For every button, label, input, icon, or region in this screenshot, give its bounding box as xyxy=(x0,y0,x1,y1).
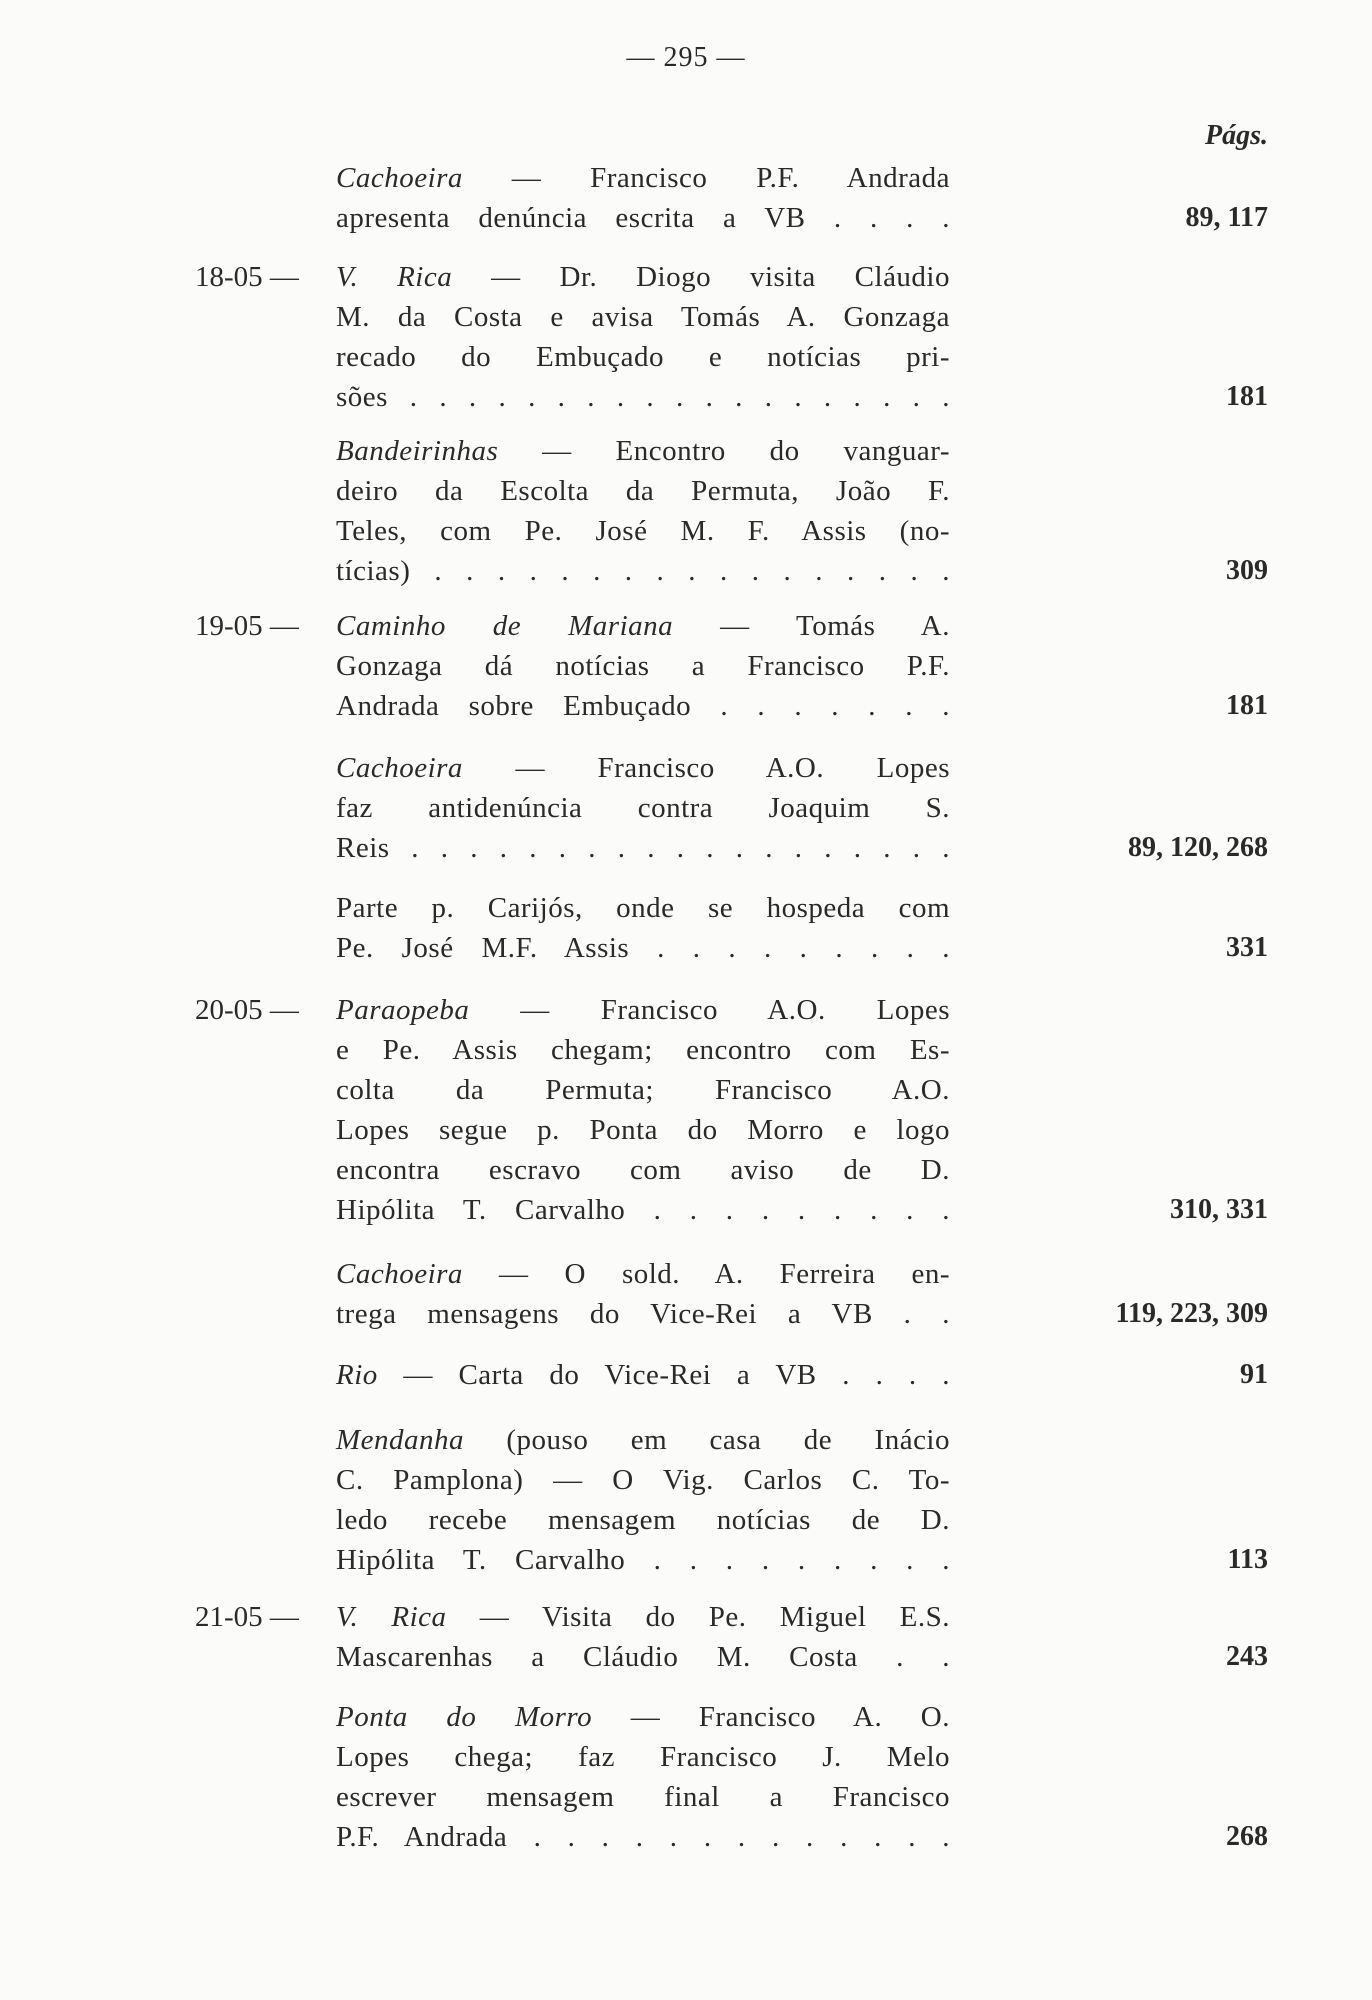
entry-line xyxy=(336,888,950,928)
place-name: Caminho de Mariana xyxy=(336,610,674,642)
entry-text xyxy=(336,1597,950,1677)
entry-line xyxy=(336,431,950,471)
line-text: Mascarenhas a Cláudio M. Costa . . xyxy=(336,1641,950,1673)
entry-date: 20-05 — xyxy=(195,994,299,1026)
entry-line xyxy=(336,1190,950,1230)
line-text: Teles, com Pe. José M. F. Assis (no- xyxy=(336,515,950,547)
entry-line xyxy=(336,198,950,238)
entry-line xyxy=(336,990,950,1030)
entry-line xyxy=(336,646,950,686)
entry-line xyxy=(336,1460,950,1500)
page-references: 181 xyxy=(1226,690,1268,721)
entry-text xyxy=(336,1697,950,1857)
line-text: faz antidenúncia contra Joaquim S. xyxy=(336,792,950,824)
entry-line xyxy=(336,748,950,788)
entry-line xyxy=(336,1110,950,1150)
place-name: Ponta do Morro xyxy=(336,1701,593,1733)
line-text: — Dr. Diogo visita Cláudio xyxy=(452,261,950,293)
page-references: 89, 120, 268 xyxy=(1128,832,1268,863)
line-text: — Francisco A.O. Lopes xyxy=(462,752,950,784)
line-text: escrever mensagem final a Francisco xyxy=(336,1781,950,1813)
page-references: 310, 331 xyxy=(1170,1194,1268,1225)
line-text: Lopes segue p. Ponta do Morro e logo xyxy=(336,1114,950,1146)
line-text: P.F. Andrada . . . . . . . . . . . . . xyxy=(336,1821,950,1853)
entry-text xyxy=(336,158,950,238)
entry-text xyxy=(336,990,950,1230)
entry-line xyxy=(336,686,950,726)
entry-line xyxy=(336,828,950,868)
page-references: 113 xyxy=(1227,1544,1268,1575)
place-name: Bandeirinhas xyxy=(336,435,499,467)
entry-line xyxy=(336,1697,950,1737)
entry-text xyxy=(336,257,950,417)
entry-line xyxy=(336,297,950,337)
line-text: ledo recebe mensagem notícias de D. xyxy=(336,1504,950,1536)
entry-line xyxy=(336,1540,950,1580)
entry-date: 19-05 — xyxy=(195,610,299,642)
line-text: sões . . . . . . . . . . . . . . . . . . . xyxy=(336,381,950,413)
entry-line xyxy=(336,606,950,646)
line-text: C. Pamplona) — O Vig. Carlos C. To- xyxy=(336,1464,950,1496)
entry-line xyxy=(336,1500,950,1540)
line-text: e Pe. Assis chegam; encontro com Es- xyxy=(336,1034,950,1066)
entry-date: 21-05 — xyxy=(195,1601,299,1633)
entry-line xyxy=(336,1070,950,1110)
pages-column-header: Págs. xyxy=(1205,120,1268,151)
place-name: V. Rica xyxy=(336,1601,447,1633)
line-text: Parte p. Carijós, onde se hospeda com xyxy=(336,892,950,924)
line-text: — Tomás A. xyxy=(673,610,950,642)
line-text: deiro da Escolta da Permuta, João F. xyxy=(336,475,950,507)
line-text: apresenta denúncia escrita a VB . . . . xyxy=(336,202,950,234)
page-references: 91 xyxy=(1240,1359,1268,1390)
place-name: Mendanha xyxy=(336,1424,465,1456)
line-text: colta da Permuta; Francisco A.O. xyxy=(336,1074,950,1106)
page-number: — 295 — xyxy=(626,42,746,73)
entry-line xyxy=(336,1637,950,1677)
entry-line xyxy=(336,1355,950,1395)
place-name: Cachoeira xyxy=(336,1258,463,1290)
page-references: 309 xyxy=(1226,555,1268,586)
entry-text xyxy=(336,1355,950,1395)
line-text: — Francisco A. O. xyxy=(592,1701,950,1733)
line-text: Pe. José M.F. Assis . . . . . . . . . xyxy=(336,932,950,964)
line-text: tícias) . . . . . . . . . . . . . . . . . xyxy=(336,555,950,587)
entry-line xyxy=(336,1254,950,1294)
entry-line xyxy=(336,928,950,968)
entry-line xyxy=(336,1817,950,1857)
line-text: — O sold. A. Ferreira en- xyxy=(462,1258,950,1290)
entry-line xyxy=(336,1294,950,1334)
line-text: Reis . . . . . . . . . . . . . . . . . . . xyxy=(336,832,950,864)
line-text: — Visita do Pe. Miguel E.S. xyxy=(446,1601,951,1633)
place-name: V. Rica xyxy=(336,261,453,293)
line-text: Andrada sobre Embuçado . . . . . . . xyxy=(336,690,950,722)
page-references: 89, 117 xyxy=(1185,202,1268,233)
entry-line xyxy=(336,1597,950,1637)
entry-text xyxy=(336,1254,950,1334)
line-text: — Encontro do vanguar- xyxy=(498,435,950,467)
place-name: Rio xyxy=(336,1359,378,1391)
entry-text xyxy=(336,1420,950,1580)
page-references: 181 xyxy=(1226,381,1268,412)
line-text: M. da Costa e avisa Tomás A. Gonzaga xyxy=(336,301,950,333)
page-references: 119, 223, 309 xyxy=(1115,1298,1268,1329)
line-text: — Francisco A.O. Lopes xyxy=(469,994,950,1026)
entry-line xyxy=(336,511,950,551)
entry-line xyxy=(336,1737,950,1777)
entry-text xyxy=(336,431,950,591)
entry-line xyxy=(336,471,950,511)
line-text: trega mensagens do Vice-Rei a VB . . xyxy=(336,1298,950,1330)
entry-line xyxy=(336,1777,950,1817)
page-references: 331 xyxy=(1226,932,1268,963)
page-references: 268 xyxy=(1226,1821,1268,1852)
place-name: Cachoeira xyxy=(336,162,463,194)
entry-line xyxy=(336,257,950,297)
entry-line xyxy=(336,788,950,828)
page-references: 243 xyxy=(1226,1641,1268,1672)
entry-line xyxy=(336,551,950,591)
entry-line xyxy=(336,1150,950,1190)
line-text: — Carta do Vice-Rei a VB . . . . xyxy=(377,1359,950,1391)
entry-line xyxy=(336,337,950,377)
place-name: Paraopeba xyxy=(336,994,470,1026)
entry-line xyxy=(336,158,950,198)
entry-text xyxy=(336,748,950,868)
line-text: Gonzaga dá notícias a Francisco P.F. xyxy=(336,650,950,682)
entry-text xyxy=(336,888,950,968)
line-text: — Francisco P.F. Andrada xyxy=(462,162,950,194)
line-text: Hipólita T. Carvalho . . . . . . . . . xyxy=(336,1544,950,1576)
entry-line xyxy=(336,1030,950,1070)
line-text: (pouso em casa de Inácio xyxy=(464,1424,950,1456)
entry-line xyxy=(336,377,950,417)
line-text: recado do Embuçado e notícias pri- xyxy=(336,341,950,373)
line-text: Hipólita T. Carvalho . . . . . . . . . xyxy=(336,1194,950,1226)
entry-text xyxy=(336,606,950,726)
entry-date: 18-05 — xyxy=(195,261,299,293)
line-text: encontra escravo com aviso de D. xyxy=(336,1154,950,1186)
entry-line xyxy=(336,1420,950,1460)
place-name: Cachoeira xyxy=(336,752,463,784)
line-text: Lopes chega; faz Francisco J. Melo xyxy=(336,1741,950,1773)
